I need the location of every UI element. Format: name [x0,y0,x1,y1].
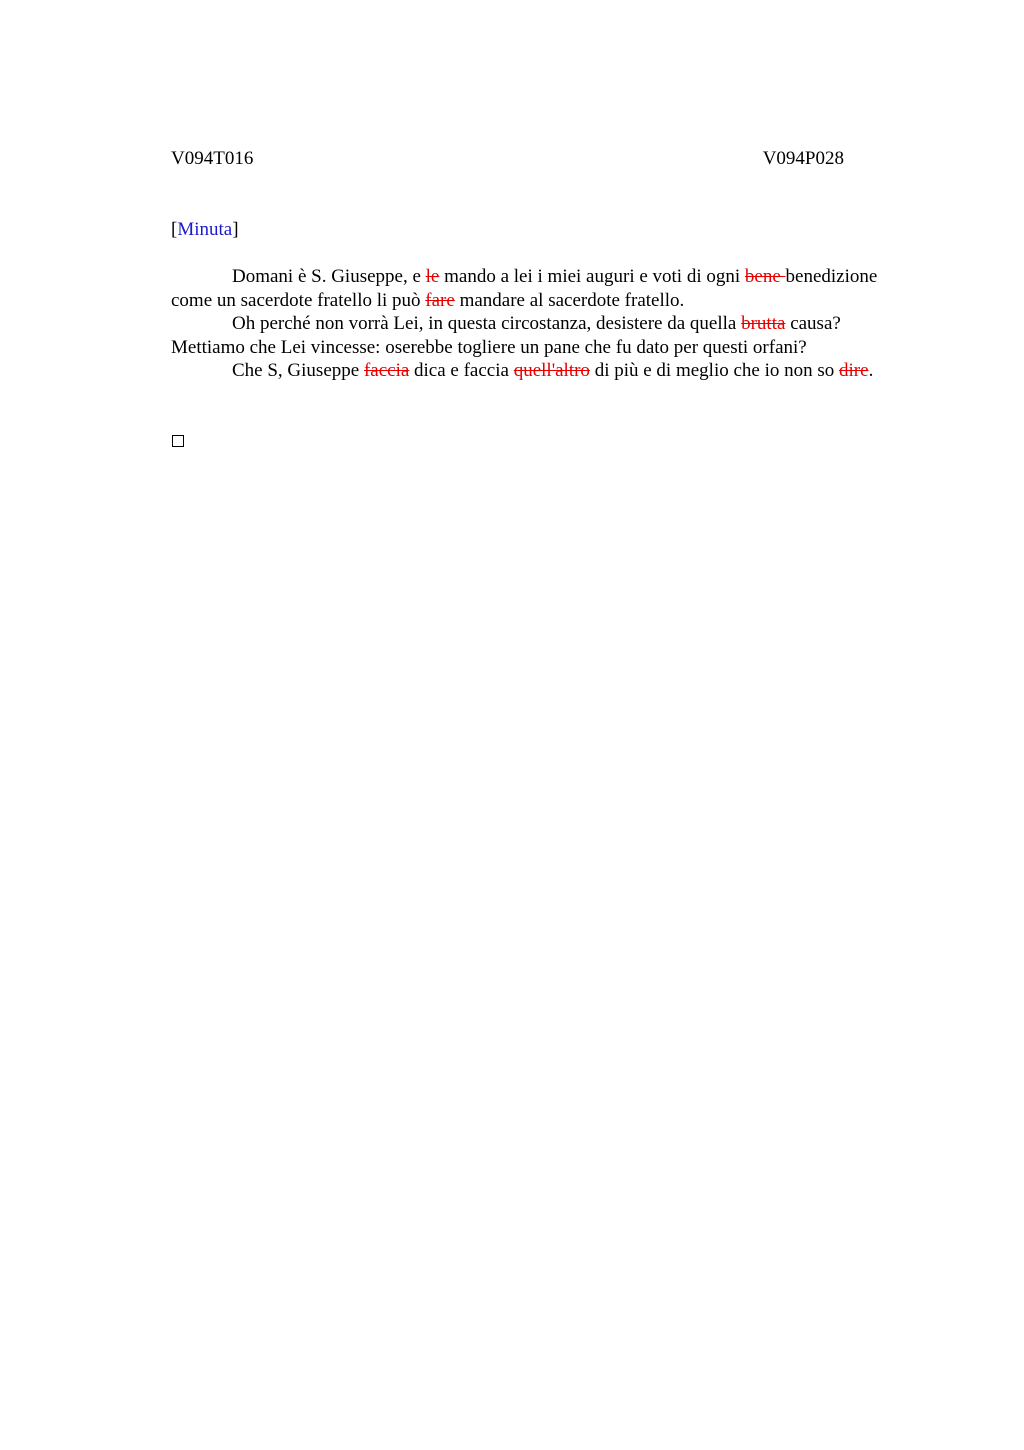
letter-body [171,265,896,383]
document-code-left: V094T016 [171,148,254,169]
text-segment: benedizione come un sacerdote fratello li può [171,266,878,311]
paragraph-1 [171,265,896,312]
deleted-text: brutta [741,313,786,335]
deleted-text: le [425,266,440,287]
text-segment: mando a lei i miei auguri e voti di ogni [439,266,745,287]
empty-square-icon [172,435,184,447]
text-segment: Domani è S. Giuseppe, e [232,266,426,287]
document-header [171,146,844,172]
text-segment: causa? Mettiamo che Lei vincesse: oserebbe togliere un pane che fu dato per questi orfani? [171,313,841,358]
minuta-link[interactable]: Minuta [177,219,233,240]
close-bracket: ] [232,219,239,240]
paragraph-3 [171,359,896,383]
deleted-text: fare [425,289,455,311]
text-segment: Oh perché non vorrà Lei, in questa circostanza, desistere da quella [232,313,742,335]
text-segment: Che S, Giuseppe [232,360,364,382]
text-segment: dica e faccia [409,360,514,382]
deleted-text: faccia [363,360,410,382]
text-segment: . [868,360,874,382]
deleted-text: dire [839,360,869,382]
open-bracket: [ [171,219,178,240]
deleted-text: bene [744,266,786,287]
deleted-text: quell'altro [513,360,590,382]
text-segment: di più e di meglio che io non so [589,360,840,382]
section-label [171,217,239,243]
document-code-right: V094P028 [762,148,844,169]
text-segment: mandare al sacerdote fratello. [454,289,685,311]
paragraph-2 [171,312,896,359]
